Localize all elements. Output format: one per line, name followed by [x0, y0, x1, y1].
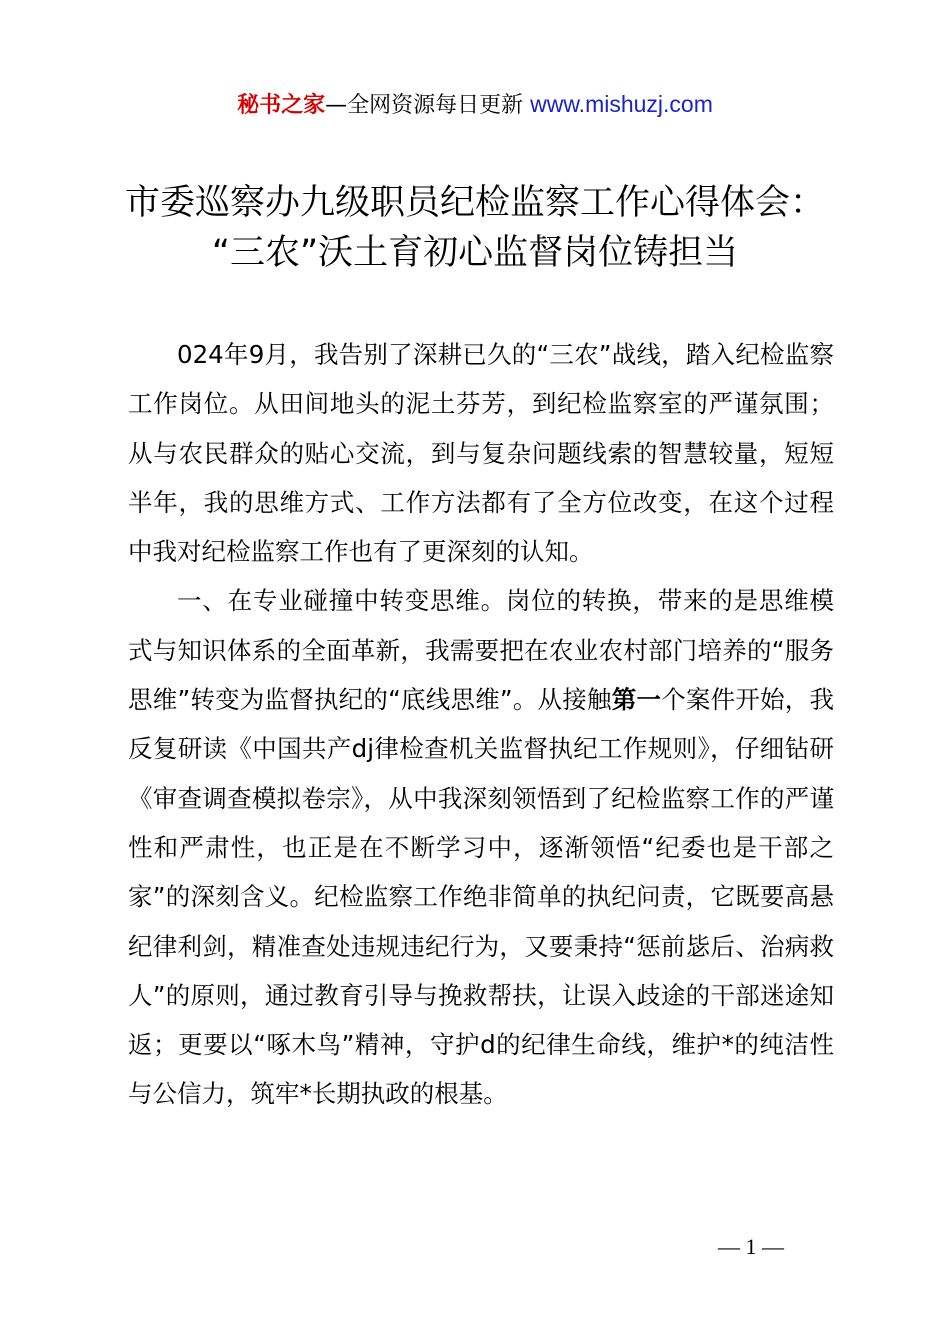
paragraph-section-1-text-a: 一、在专业碰撞中转变思维。岗位的转换，带来的是思维模式与知识体系的全面革新，我需要把在农业农村部门培养的“服务思维”转变为监督执纪的“底线思维”。从接触 — [128, 586, 834, 715]
site-header — [0, 88, 950, 122]
header-slogan: —全网资源每日更新 — [325, 93, 524, 118]
paragraph-intro: 024年9月，我告别了深耕已久的“三农”战线，踏入纪检监察工作岗位。从田间地头的泥土芬芳，到纪检监察室的严谨氛围；从与农民群众的贴心交流，到与复杂问题线索的智慧较量，短短半年，我的思维方式、工作方法都有了全方位改变，在这个过程中我对纪检监察工作也有了更深刻的认知。 — [128, 340, 834, 567]
paragraph-section-1-text-b: 个案件开始，我反复研读《中国共产dj律检查机关监督执纪工作规则》，仔细钻研《审查调查模拟卷宗》，从中我深刻领悟到了纪检监察工作的严谨性和严肃性，也正是在不断学习中，逐渐领悟“纪委也是干部之家”的深刻含义。纪检监察工作绝非简单的执纪问责，它既要高悬纪律利剑，精准查处违规违纪行为，又要秉持“惩前毖后、治病救人”的原则，通过教育引导与挽救帮扶，让误入歧途的干部迷途知返；更要以“啄木鸟”精神，守护d的纪律生命线，维护*的纯洁性与公信力，筑牢*长期执政的根基。 — [128, 685, 835, 1109]
brand-name: 秘书之家 — [237, 93, 326, 118]
paragraph-section-1-bold: 第一 — [611, 685, 662, 715]
document-title — [0, 178, 950, 278]
page-number: — 1 — — [718, 1234, 784, 1259]
document-body — [128, 330, 834, 1119]
title-line-1: 市委巡察办九级职员纪检监察工作心得体会： — [124, 183, 825, 223]
website-link[interactable]: www.mishuzj.com — [530, 91, 713, 117]
paragraph-section-1 — [128, 576, 834, 1118]
title-line-2: “三农”沃土育初心监督岗位铸担当 — [211, 233, 739, 273]
